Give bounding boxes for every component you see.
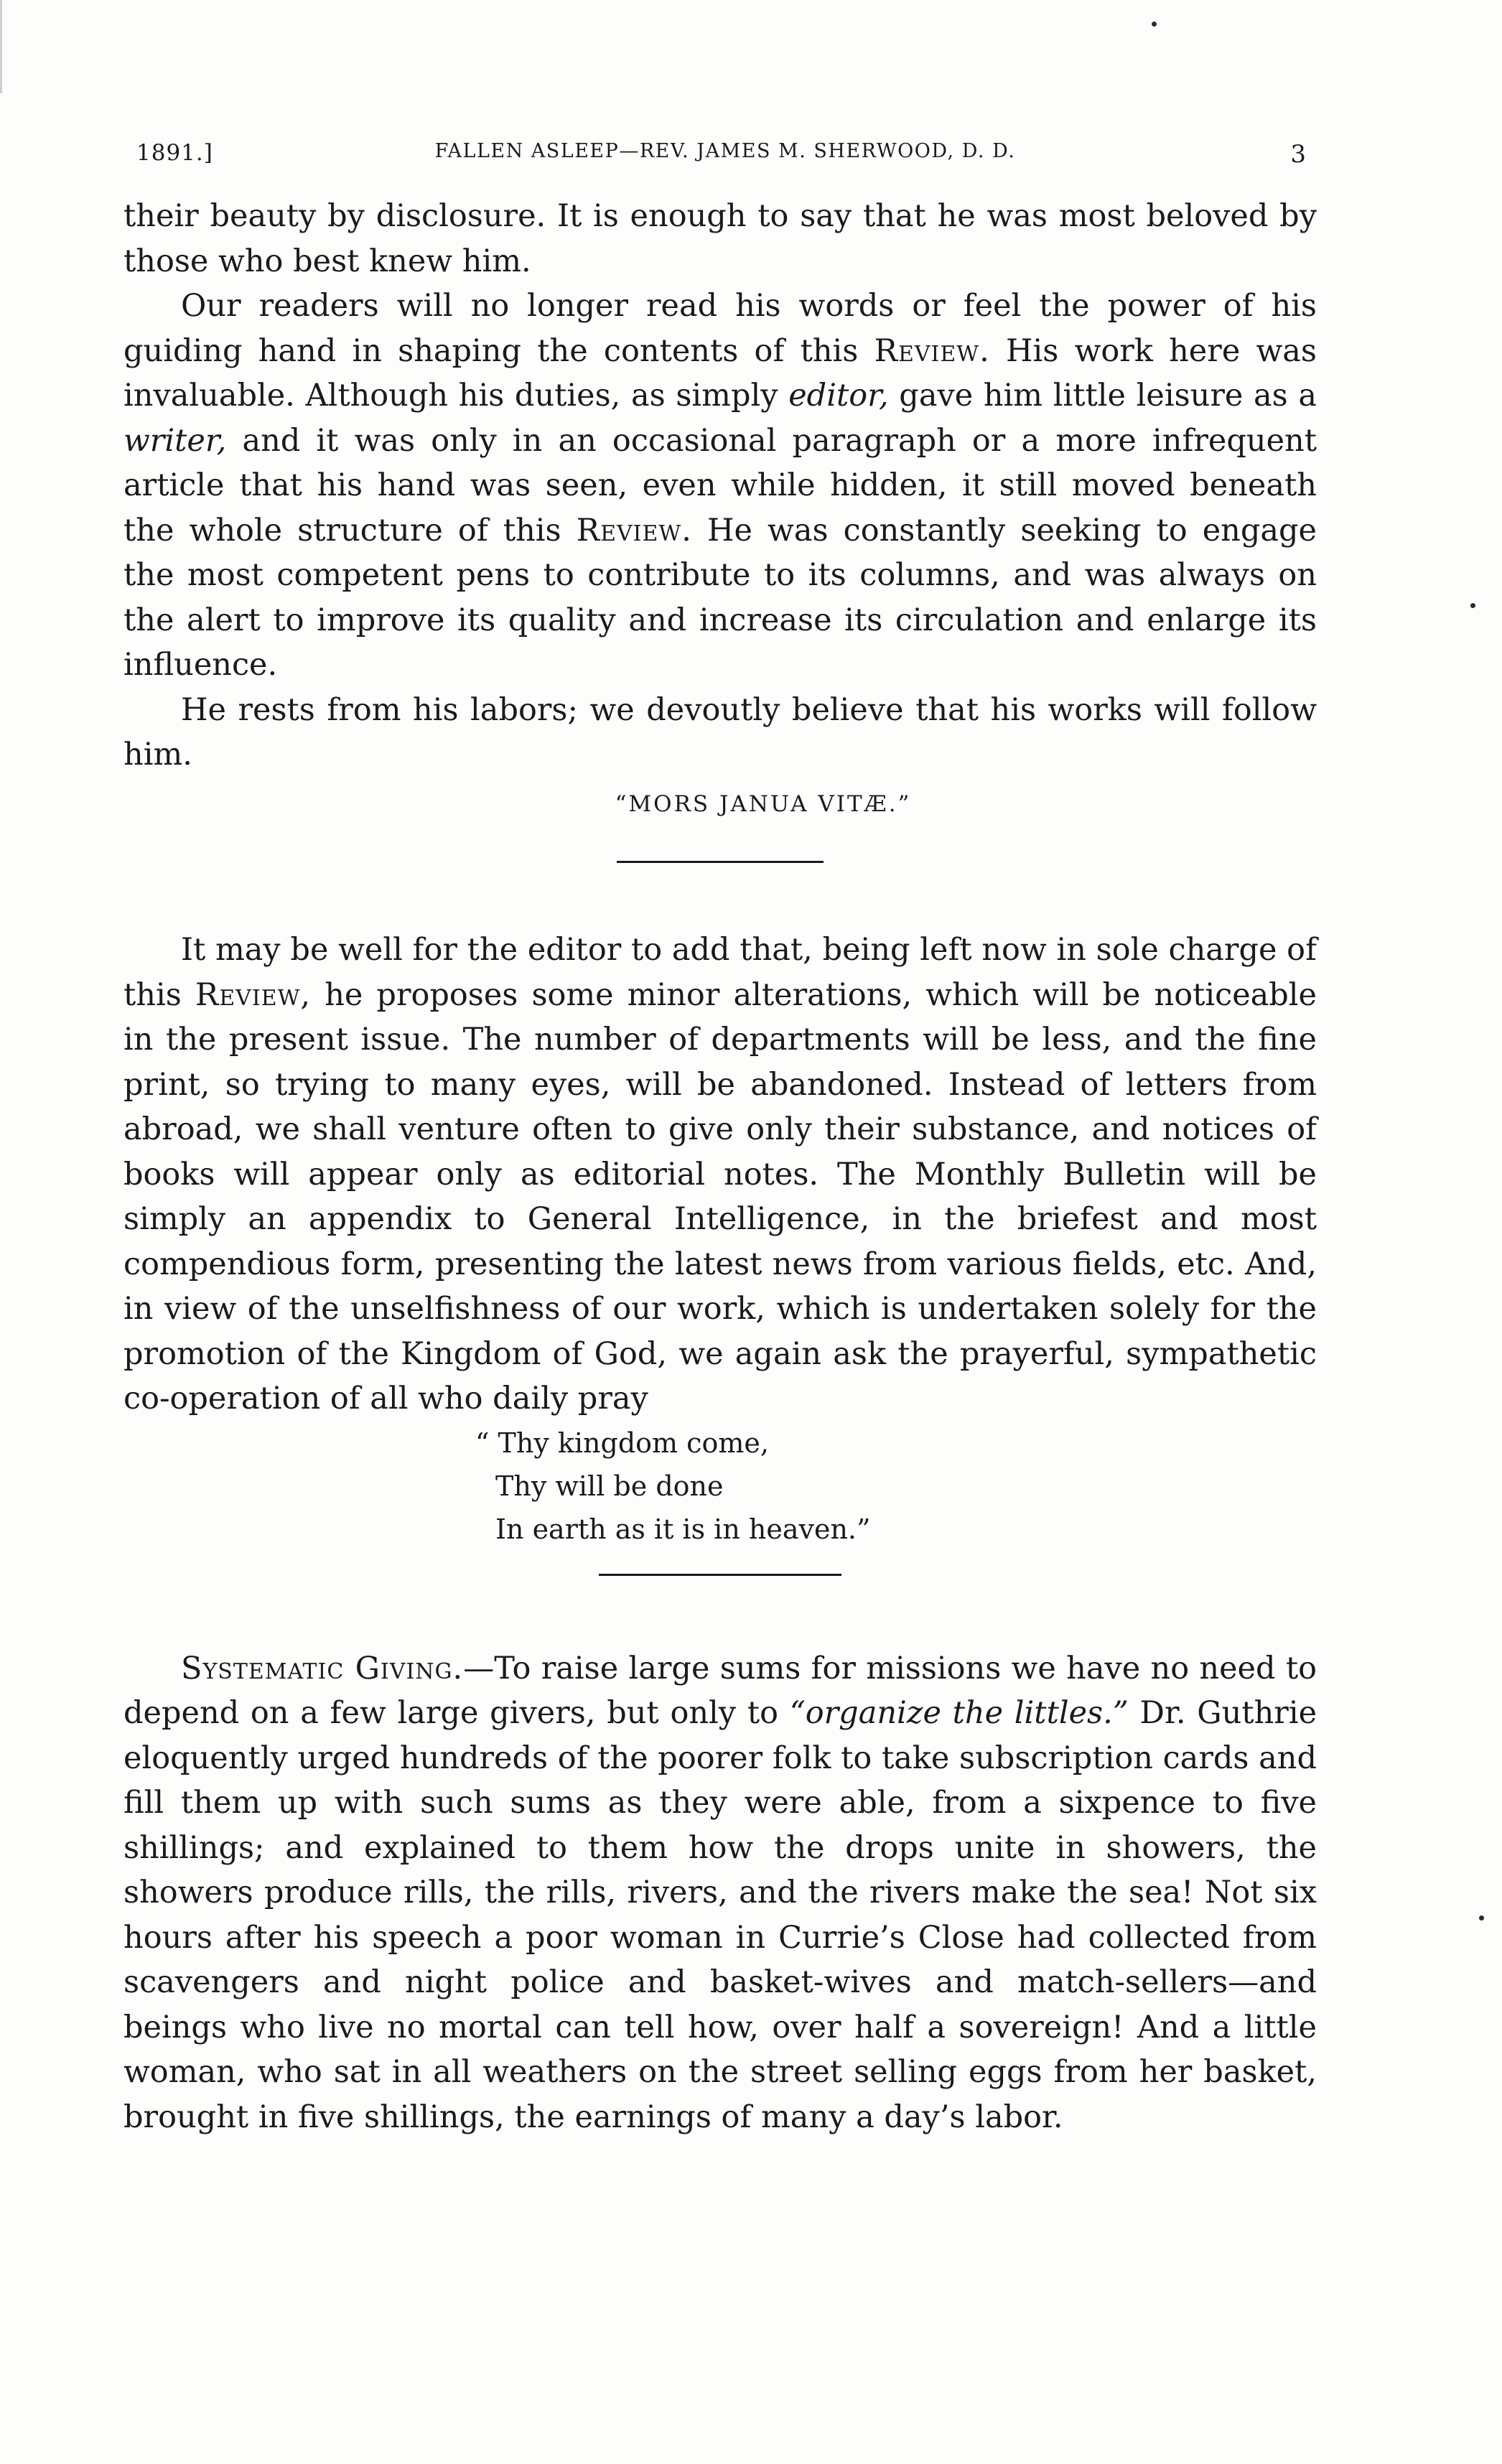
page-number: 3 [1290, 140, 1307, 169]
paragraph-2-text-e: He was constantly seeking to engage the most competent pens to contribute to its columns, and was always on the alert to improve its quality and increase its circulation and enlarge its influence. [123, 512, 1317, 683]
section-divider [617, 861, 824, 863]
section-divider [599, 1574, 841, 1576]
paragraph-2-text-d: and it was only in an occasional paragraph or a more infrequent article that his hand was seen, even while hidden, it still moved beneath the whole structure of this [123, 422, 1317, 549]
section-heading: Systematic Giving. [181, 1650, 464, 1686]
verse-line-1: “ Thy kingdom come, [475, 1427, 769, 1459]
latin-motto: “MORS JANUA VITÆ.” [615, 790, 912, 817]
review-name: Review. [874, 332, 990, 369]
paragraph-4-text-b: he proposes some minor alterations, which will be noticeable in the present issue. The number of departments will be less, and the fine print, so trying to many eyes, will be abandoned. Instead of letters from abroad, we shall venture often to give only their substance, and notices of books will appear only as editorial notes. The Monthly Bulletin will be simply an appendix to General Intelligence, in the briefest and most compendious form, presenting the latest news from various fields, etc. And, in view of the unselfishness of our work, which is undertaken solely for the promotion of the Kingdom of God, we again ask the prayerful, sympathetic co-operation of all who daily pray [123, 976, 1317, 1417]
paragraph-5-text-a: —To raise large sums for missions we have no need to depend on a few large givers, but only to [123, 1650, 1317, 1731]
paragraph-2-text-a: Our readers will no longer read his words or feel the power of his guiding hand in shaping the contents of this [123, 288, 1317, 369]
review-name: Review. [576, 512, 692, 549]
header-title: FALLEN ASLEEP—REV. JAMES M. SHERWOOD, D. D. [434, 140, 1016, 162]
paragraph-2-text-b: His work here was invaluable. Although his duties, as simply [123, 332, 1317, 414]
paragraph-2 [123, 284, 1317, 688]
article-body [123, 194, 1317, 2139]
italic-editor: editor, [788, 378, 889, 414]
verse-line-3: In earth as it is in heaven.” [495, 1513, 871, 1545]
header-year: 1891.] [136, 140, 213, 166]
paragraph-4 [123, 928, 1317, 1422]
running-header [136, 140, 1314, 183]
paragraph-5 [123, 1646, 1317, 2140]
scan-dot [1152, 22, 1157, 27]
paragraph-4-text-a: It may be well for the editor to add that, being left now in sole charge of this [123, 932, 1317, 1013]
verse-quote [475, 1422, 1317, 1551]
italic-writer: writer, [123, 422, 227, 459]
scan-edge-mark [0, 0, 2, 93]
scan-dot [1479, 1915, 1484, 1921]
italic-quote: “organize the littles.” [789, 1695, 1129, 1731]
paragraph-5-text-b: Dr. Guthrie eloquently urged hundreds of the poorer folk to take subscription cards and fill them up with such sums as they were able, from a sixpence to five shillings; and explained to them how the drops unite in showers, the showers produce rills, the rills, rivers, and the rivers make the sea! Not six hours after his speech a poor woman in Currie’s Close had collected from scavengers and night police and basket-wives and match-sellers—and beings who live no mortal can tell how, over half a sovereign! And a little woman, who sat in all weathers on the street selling eggs from her basket, brought in five shillings, the earnings of many a day’s labor. [123, 1695, 1317, 2135]
paragraph-2-text-c: gave him little leisure as a [899, 378, 1317, 414]
review-name: Review, [195, 976, 312, 1013]
paragraph-3: He rests from his labors; we devoutly believe that his works will follow him. [123, 691, 1317, 773]
scan-dot [1470, 603, 1475, 608]
paragraph-1: their beauty by disclosure. It is enough to say that he was most beloved by those who best knew him. [123, 198, 1317, 279]
verse-line-2: Thy will be done [495, 1470, 724, 1502]
